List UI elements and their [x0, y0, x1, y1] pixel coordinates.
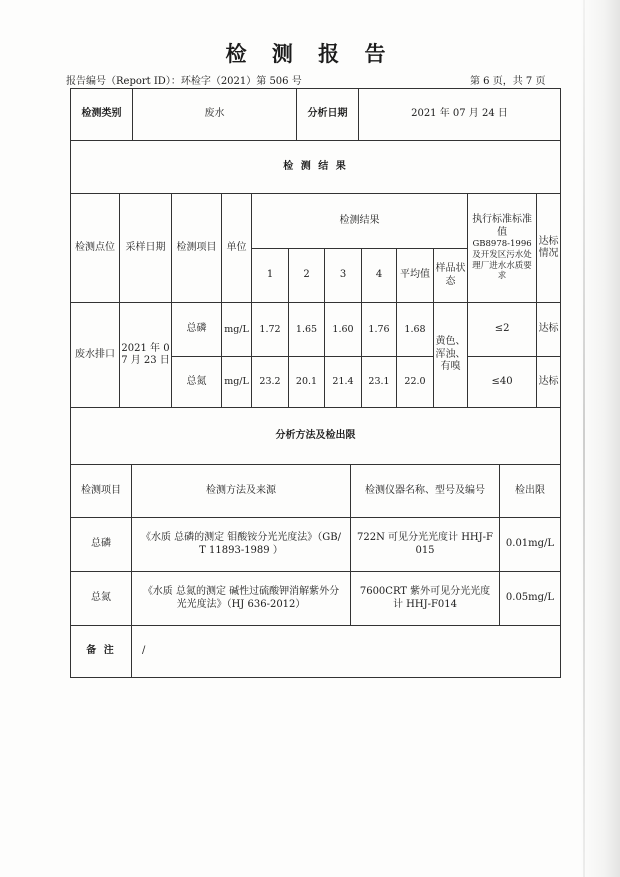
sample-date-value: 2021 年 07 月 23 日 [120, 303, 172, 408]
header-compliance: 达标情况 [537, 194, 561, 303]
method-row-limit: 0.05mg/L [500, 572, 561, 626]
methods-header-method: 检测方法及来源 [132, 465, 351, 518]
row-unit: mg/L [222, 303, 252, 357]
header-avg: 平均值 [397, 249, 434, 303]
row-v2: 20.1 [289, 357, 325, 408]
row-v3: 21.4 [325, 357, 362, 408]
method-row-limit: 0.01mg/L [500, 518, 561, 572]
row-item: 总磷 [172, 303, 222, 357]
method-row-method: 《水质 总氮的测定 碱性过硫酸钾消解紫外分光光度法》（HJ 636-2012） [132, 572, 351, 626]
row-v4: 23.1 [362, 357, 397, 408]
methods-header-item: 检测项目 [71, 465, 132, 518]
methods-table [70, 407, 561, 678]
header-n3: 3 [325, 249, 362, 303]
info-table [70, 88, 561, 194]
row-limit: ≤40 [468, 357, 537, 408]
page-number: 第 6 页，共 7 页 [470, 76, 546, 87]
row-v3: 1.60 [325, 303, 362, 357]
results-table [70, 193, 561, 408]
method-row-instrument: 7600CRT 紫外可见分光光度计 HHJ-F014 [351, 572, 500, 626]
standard-title: 执行标准标准值 [472, 214, 533, 238]
header-standard [468, 194, 537, 303]
remark-label: 备 注 [71, 626, 132, 678]
methods-header-limit: 检出限 [500, 465, 561, 518]
header-results: 检测结果 [252, 194, 468, 249]
method-row-instrument: 722N 可见分光光度计 HHJ-F015 [351, 518, 500, 572]
row-unit: mg/L [222, 357, 252, 408]
header-sample-date: 采样日期 [120, 194, 172, 303]
row-avg: 22.0 [397, 357, 434, 408]
method-row-method: 《水质 总磷的测定 钼酸铵分光光度法》（GB/T 11893-1989 ） [132, 518, 351, 572]
report-id: 报告编号（Report ID）：环检字（2021）第 506 号 [66, 76, 302, 87]
page-fold-line [583, 0, 585, 877]
date-value: 2021 年 07 月 24 日 [359, 89, 561, 141]
category-value: 废水 [133, 89, 297, 141]
row-v2: 1.65 [289, 303, 325, 357]
method-row-item: 总磷 [71, 518, 132, 572]
row-status: 达标 [537, 303, 561, 357]
header-n1: 1 [252, 249, 289, 303]
row-item: 总氮 [172, 357, 222, 408]
methods-header-instrument: 检测仪器名称、型号及编号 [351, 465, 500, 518]
sample-state-value: 黄色、浑浊、有嗅 [434, 303, 468, 408]
header-point: 检测点位 [71, 194, 120, 303]
row-status: 达标 [537, 357, 561, 408]
header-n4: 4 [362, 249, 397, 303]
category-label: 检测类别 [71, 89, 133, 141]
standard-text: GB8978-1996 及开发区污水处理厂进水水质要求 [472, 239, 532, 282]
date-label: 分析日期 [297, 89, 359, 141]
results-heading: 检 测 结 果 [71, 141, 561, 194]
row-v1: 1.72 [252, 303, 289, 357]
point-value: 废水排口 [71, 303, 120, 408]
header-item: 检测项目 [172, 194, 222, 303]
remark-value: / [132, 626, 561, 678]
header-unit: 单位 [222, 194, 252, 303]
row-avg: 1.68 [397, 303, 434, 357]
header-n2: 2 [289, 249, 325, 303]
row-v1: 23.2 [252, 357, 289, 408]
methods-heading: 分析方法及检出限 [71, 408, 561, 465]
row-v4: 1.76 [362, 303, 397, 357]
page-edge-shadow [580, 0, 620, 877]
row-limit: ≤2 [468, 303, 537, 357]
header-state: 样品状态 [434, 249, 468, 303]
report-title: 检 测 报 告 [225, 42, 395, 66]
method-row-item: 总氮 [71, 572, 132, 626]
